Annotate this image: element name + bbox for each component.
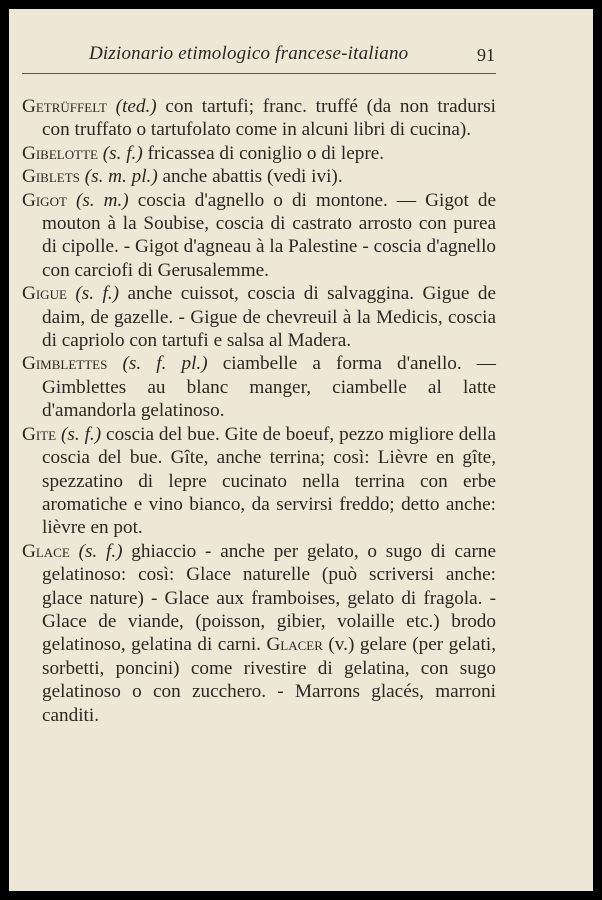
- sub-definition: gelare (per gelati, sorbetti, poncini) come rivestire di gelatina, con sugo gelatinoso o con zucchero. - Marrons glacés, marroni canditi.: [42, 634, 497, 726]
- headword: Getrüffelt: [22, 96, 107, 117]
- dictionary-entry: [22, 540, 496, 727]
- running-title: Dizionario etimologico francese-italiano: [89, 43, 409, 64]
- definition: ghiaccio - anche per gelato, o sugo di carne gelatinoso: così: Glace naturelle (può scriversi anche: glace nature) - Glace aux framboises, gelato di fragola. - Glace de viande, (poisson, gibier, volaille etc.) brodo gelatinoso, gelatina di carni.: [42, 540, 496, 656]
- grammar-label: (ted.): [115, 96, 157, 117]
- sub-headword: Glacer: [266, 634, 323, 656]
- dictionary-entry: [22, 352, 496, 422]
- dictionary-entry: [22, 142, 496, 165]
- dictionary-entry: [22, 95, 496, 142]
- headword: Gigue: [22, 283, 67, 305]
- grammar-label: (s. m. pl.): [84, 166, 158, 188]
- definition: con tartufi; franc. truffé (da non tradursi con truffato o tartufolato come in alcuni libri di cucina).: [42, 96, 497, 141]
- dictionary-entry: [22, 423, 496, 540]
- headword: Gigot: [22, 189, 67, 211]
- definition: ciambelle a forma d'anello. — Gimblettes au blanc manger, ciambelle al latte d'amandorla gelatinoso.: [42, 353, 496, 422]
- definition: anche abattis (vedi ivi).: [157, 166, 343, 188]
- sub-grammar-label: (v.): [328, 634, 355, 656]
- running-head: [9, 43, 593, 73]
- definition: coscia d'agnello o di montone. — Gigot de mouton à la Soubise, coscia di castrato arrosto con purea di cipolle. - Gigot d'agneau à la Palestine - coscia d'agnello con carciofi di Gerusalemme.: [42, 189, 496, 281]
- dictionary-entries: [22, 95, 496, 727]
- dictionary-entry: [22, 189, 496, 283]
- header-rule: [22, 73, 496, 74]
- grammar-label: (s. f. pl.): [122, 353, 208, 375]
- definition: anche cuissot, coscia di salvaggina. Gigue de daim, de gazelle. - Gigue de chevreuil à la Medicis, coscia di capriolo con tartufi e salsa al Madera.: [42, 283, 496, 352]
- grammar-label: (s. f.): [75, 283, 120, 305]
- dictionary-entry: [22, 165, 496, 188]
- grammar-label: (s. m.): [75, 189, 129, 211]
- grammar-label: (s. f.): [78, 540, 123, 562]
- headword: Giblets: [22, 166, 80, 188]
- grammar-label: (s. f.): [102, 142, 143, 164]
- definition: fricassea di coniglio o di lepre.: [142, 142, 385, 164]
- dictionary-entry: [22, 282, 496, 352]
- headword: Gite: [22, 423, 57, 445]
- definition: coscia del bue. Gite de boeuf, pezzo migliore della coscia del bue. Gîte, anche terrina; così: Lièvre en gîte, spezzatino di lepre cucinato nella terrina con erbe aromatiche e vino bianco, da servirsi freddo; detto anche: lièvre en pot.: [42, 423, 497, 539]
- headword: Gibelotte: [22, 142, 98, 164]
- book-page: [9, 9, 593, 891]
- page-number: 91: [477, 45, 495, 65]
- headword: Glace: [22, 540, 70, 562]
- grammar-label: (s. f.): [61, 423, 102, 445]
- headword: Gimblettes: [22, 353, 108, 375]
